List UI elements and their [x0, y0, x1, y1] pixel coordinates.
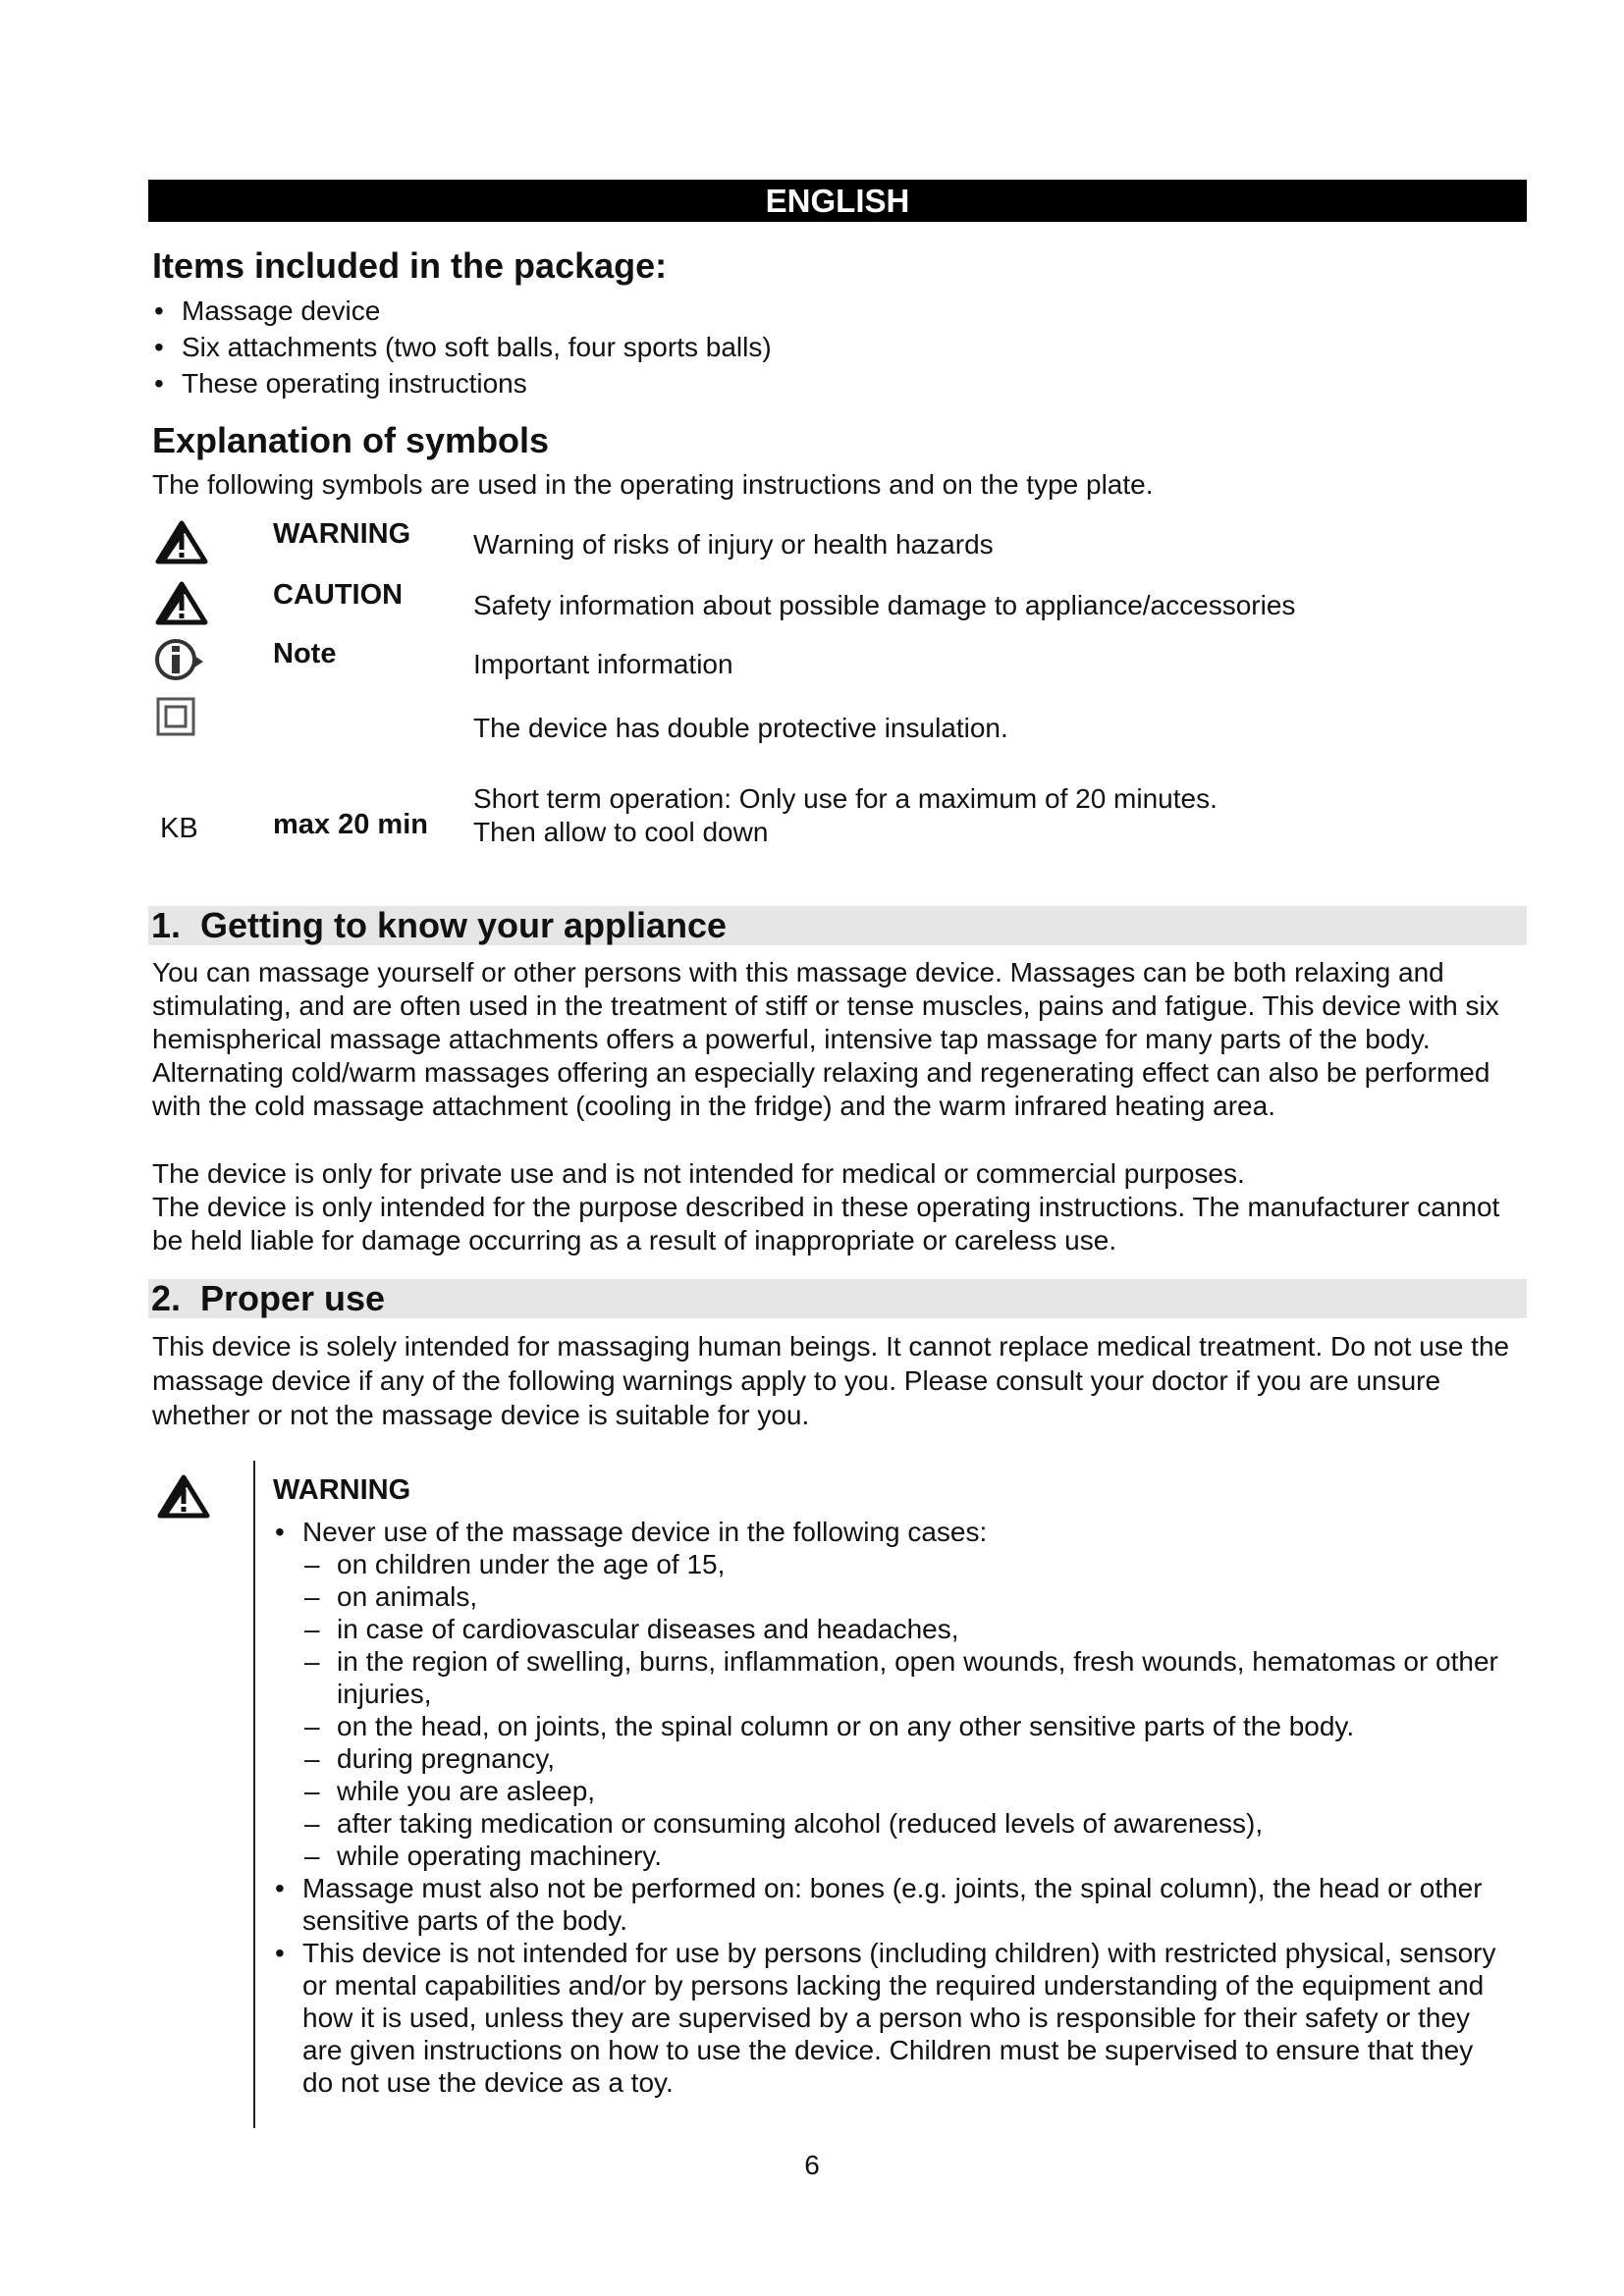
warning-dash-item: – during pregnancy, [273, 1742, 1510, 1775]
list-item: • These operating instructions [152, 365, 772, 401]
symbol-term: WARNING [273, 518, 411, 550]
warning-list [273, 1516, 1510, 2099]
info-icon [152, 638, 211, 687]
kb-label: KB [160, 813, 198, 844]
symbol-term: max 20 min [273, 809, 428, 840]
warning-bullet: • Massage must also not be performed on: bones (e.g. joints, the spinal column), the head or other sensitive parts of the body. [273, 1872, 1510, 1937]
symbol-row-warning [152, 518, 1507, 567]
symbol-description-line: Then allow to cool down [473, 817, 769, 847]
warning-title: WARNING [273, 1474, 411, 1506]
warning-dash-item: – in case of cardiovascular diseases and headaches, [273, 1613, 1510, 1645]
symbol-description [473, 782, 1218, 849]
warning-triangle-icon [152, 579, 211, 628]
page-number: 6 [804, 2150, 820, 2180]
symbol-description: The device has double protective insulation. [473, 713, 1008, 743]
warning-triangle-icon [154, 1472, 213, 1522]
package-list [152, 293, 772, 401]
warning-dash-item: – while you are asleep, [273, 1775, 1510, 1807]
section-2-heading [148, 1279, 1527, 1318]
symbol-description: Safety information about possible damage to appliance/accessories [473, 590, 1296, 620]
language-header: ENGLISH [148, 180, 1527, 222]
symbol-description: Warning of risks of injury or health hazards [473, 529, 994, 560]
section-1-paragraph: The device is only intended for the purpose described in these operating instructions. The manufacturer cannot be held liable for damage occurring as a result of inappropriate or careless use. [152, 1192, 1500, 1255]
warning-bullet: • This device is not intended for use by persons (including children) with restricted physical, sensory or mental capabilities and/or by persons lacking the required understanding of the equipment and how it is used, unless they are supervised by a person who is responsible for their safety or they are given instructions on how to use the device. Children must be supervised to ensure that they do not use the device as a toy. [273, 1937, 1510, 2099]
symbol-row-short-term [152, 780, 1507, 859]
warning-box [152, 1461, 1527, 2128]
section-title: Proper use [200, 1278, 386, 1318]
symbol-row-note [152, 638, 1507, 687]
warning-dash-item: – on animals, [273, 1580, 1510, 1613]
symbol-term: CAUTION [273, 579, 404, 611]
warning-dash-item: – while operating machinery. [273, 1840, 1510, 1872]
warning-divider [253, 1461, 255, 2128]
symbols-heading: Explanation of symbols [152, 420, 550, 460]
section-1-paragraph: The device is only for private use and is not intended for medical or commercial purposes. [152, 1158, 1245, 1189]
symbol-row-caution [152, 579, 1507, 628]
section-number: 1. [151, 905, 182, 945]
section-2-paragraph: This device is solely intended for massaging human beings. It cannot replace medical treatment. Do not use the massage device if any of the following warnings apply to you. Please consult your doctor if you are unsure whether or not the massage device is suitable for you. [152, 1331, 1510, 1430]
warning-bullet: • Never use of the massage device in the following cases: [273, 1516, 1510, 1548]
section-number: 2. [151, 1278, 182, 1318]
warning-dash-item: – on the head, on joints, the spinal column or on any other sensitive parts of the body. [273, 1710, 1510, 1742]
symbol-description-line: Short term operation: Only use for a maximum of 20 minutes. [473, 783, 1218, 814]
symbols-intro: The following symbols are used in the operating instructions and on the type plate. [152, 469, 1154, 500]
symbol-description: Important information [473, 649, 733, 679]
section-1-paragraph: You can massage yourself or other persons with this massage device. Massages can be both relaxing and stimulating, and are often used in the treatment of stiff or tense muscles, pains and fatigue. This device with six hemispherical massage attachments offers a powerful, intensive tap massage for many parts of the body. Alternating cold/warm massages offering an especially relaxing and regenerating effect can also be performed with the cold massage attachment (cooling in the fridge) and the warm infrared heating area. [152, 957, 1499, 1121]
double-insulation-icon [152, 695, 211, 744]
warning-dash-item: – in the region of swelling, burns, inflammation, open wounds, fresh wounds, hematomas or other injuries, [273, 1645, 1510, 1710]
package-heading: Items included in the package: [152, 245, 668, 286]
section-title: Getting to know your appliance [200, 905, 728, 945]
warning-triangle-icon [152, 518, 211, 567]
warning-dash-item: – after taking medication or consuming alcohol (reduced levels of awareness), [273, 1807, 1510, 1840]
list-item: • Massage device [152, 293, 772, 329]
symbol-row-insulation [152, 695, 1507, 754]
section-1-heading [148, 906, 1527, 945]
list-item: • Six attachments (two soft balls, four sports balls) [152, 329, 772, 365]
warning-dash-item: – on children under the age of 15, [273, 1548, 1510, 1580]
symbol-term: Note [273, 638, 337, 669]
